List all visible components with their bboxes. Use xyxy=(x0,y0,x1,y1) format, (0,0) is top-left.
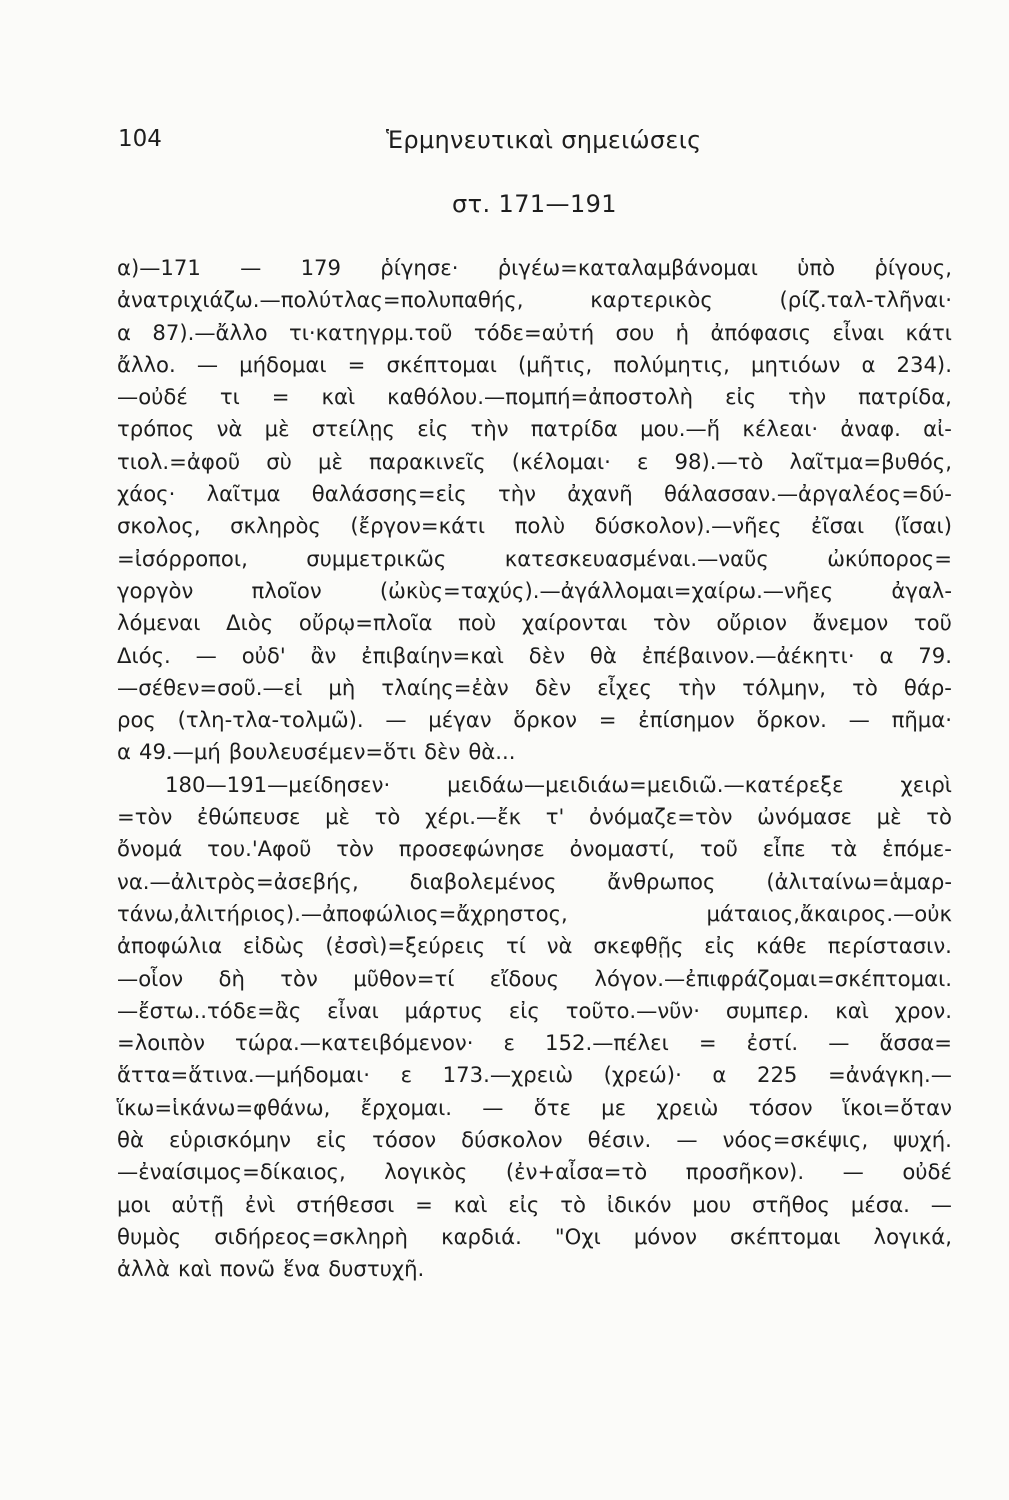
text-line: α)—171 — 179 ῥίγησε· ῥιγέω=καταλαμβάνομαι ὑπὸ ῥίγους, xyxy=(117,255,952,280)
text-line: —οἷον δὴ τὸν μῦθον=τί εἴδους λόγον.—ἐπιφράζομαι=σκέπτομαι. xyxy=(117,965,952,991)
text-line: —σέθεν=σοῦ.—εἰ μὴ τλαίης=ἐὰν δὲν εἶχες τὴν τόλμην, τὸ θάρ- xyxy=(117,674,952,700)
text-line: ἀλλὰ καὶ πονῶ ἕνα δυστυχῆ. xyxy=(117,1256,425,1282)
text-line: τρόπος νὰ μὲ στείλῃς εἰς τὴν πατρίδα μου.—ἥ κέλεαι· ἀναφ. αἰ- xyxy=(117,416,952,442)
text-line: λόμεναι Διὸς οὔρῳ=πλοῖα ποὺ χαίρονται τὸν οὔριον ἄνεμον τοῦ xyxy=(117,610,952,636)
text-line: —οὐδέ τι = καὶ καθόλου.—πομπή=ἀποστολὴ εἰς τὴν πατρίδα, xyxy=(117,384,952,410)
running-title: Ἑρμηνευτικαὶ σημειώσεις xyxy=(386,126,702,154)
text-line: ἵκω=ἱκάνω=φθάνω, ἔρχομαι. — ὅτε με χρειὼ τόσον ἵκοι=ὅταν xyxy=(117,1094,952,1120)
text-line: α 49.—μή βουλευσέμεν=ὅτι δὲν θὰ... xyxy=(117,739,516,765)
text-line: θυμὸς σιδήρεος=σκληρὴ καρδιά. "Οχι μόνον σκέπτομαι λογικά, xyxy=(117,1223,952,1249)
text-line: μοι αὐτῇ ἐνὶ στήθεσσι = καὶ εἰς τὸ ἰδικόν μου στῆθος μέσα. — xyxy=(117,1191,952,1217)
text-line: τάνω,ἀλιτήριος).—ἀποφώλιος=ἄχρηστος, μάταιος,ἄκαιρος.—οὐκ xyxy=(117,900,952,926)
text-line: να.—ἀλιτρὸς=ἀσεβής, διαβολεμένος ἄνθρωπος (ἀλιταίνω=ἁμαρ- xyxy=(117,868,952,894)
text-line: =ἰσόρροποι, συμμετρικῶς κατεσκευασμέναι.—ναῦς ὠκύπορος= xyxy=(117,545,952,571)
text-line: θὰ εὑρισκόμην εἰς τόσον δύσκολον θέσιν. — νόος=σκέψις, ψυχή. xyxy=(117,1127,952,1153)
commentary-text xyxy=(117,252,952,1286)
text-line: ἀποφώλια εἰδὼς (ἐσσὶ)=ξεύρεις τί νὰ σκεφθῇς εἰς κάθε περίστασιν. xyxy=(117,933,952,959)
text-line: ὄνομά του.'Αφοῦ τὸν προσεφώνησε ὀνομαστί, τοῦ εἶπε τὰ ἑπόμε- xyxy=(117,836,952,862)
page-header xyxy=(118,126,898,166)
text-line: σκολος, σκληρὸς (ἔργον=κάτι πολὺ δύσκολον).—νῆες ἐῖσαι (ἴσαι) xyxy=(117,513,952,539)
page-number: 104 xyxy=(118,126,162,152)
text-line: τιολ.=ἀφοῦ σὺ μὲ παρακινεῖς (κέλομαι· ε 98).—τὸ λαῖτμα=βυθός, xyxy=(117,448,952,474)
text-line: ἅττα=ἅτινα.—μήδομαι· ε 173.—χρειὼ (χρεώ)· α 225 =ἀνάγκη.— xyxy=(117,1062,952,1088)
text-line: —ἔστω..τόδε=ἂς εἶναι μάρτυς εἰς τοῦτο.—νῦν· συμπερ. καὶ χρον. xyxy=(117,997,952,1023)
section-title: στ. 171—191 xyxy=(452,190,617,218)
text-line: ἄλλο. — μήδομαι = σκέπτομαι (μῆτις, πολύμητις, μητιόων α 234). xyxy=(117,351,952,377)
text-line: =λοιπὸν τώρα.—κατειβόμενον· ε 152.—πέλει = ἐστί. — ἅσσα= xyxy=(117,1030,952,1056)
text-line: —ἐναίσιμος=δίκαιος, λογικὸς (ἐν+αἶσα=τὸ προσῆκον). — οὐδέ xyxy=(117,1159,952,1185)
text-line: =τὸν ἐθώπευσε μὲ τὸ χέρι.—ἔκ τ' ὀνόμαζε=τὸν ὠνόμασε μὲ τὸ xyxy=(117,804,952,830)
text-line: Διός. — οὐδ' ἂν ἐπιβαίην=καὶ δὲν θὰ ἐπέβαινον.—ἀέκητι· α 79. xyxy=(117,642,952,668)
text-line: χάος· λαῖτμα θαλάσσης=εἰς τὴν ἀχανῆ θάλασσαν.—ἀργαλέος=δύ- xyxy=(117,481,952,507)
text-line: 180—191—μείδησεν· μειδάω—μειδιάω=μειδιῶ.—κατέρεξε χειρὶ xyxy=(165,771,952,797)
text-line: ἀνατριχιάζω.—πολύτλας=πολυπαθής, καρτερικὸς (ρίζ.ταλ-τλῆναι· xyxy=(117,287,952,313)
text-line: α 87).—ἄλλο τι·κατηγρμ.τοῦ τόδε=αὐτή σου ἡ ἀπόφασις εἶναι κάτι xyxy=(117,319,952,345)
text-line: γοργὸν πλοῖον (ὠκὺς=ταχύς).—ἀγάλλομαι=χαίρω.—νῆες ἀγαλ- xyxy=(117,577,952,603)
text-line: ρος (τλη-τλα-τολμῶ). — μέγαν ὅρκον = ἐπίσημον ὅρκον. — πῆμα· xyxy=(117,707,952,733)
